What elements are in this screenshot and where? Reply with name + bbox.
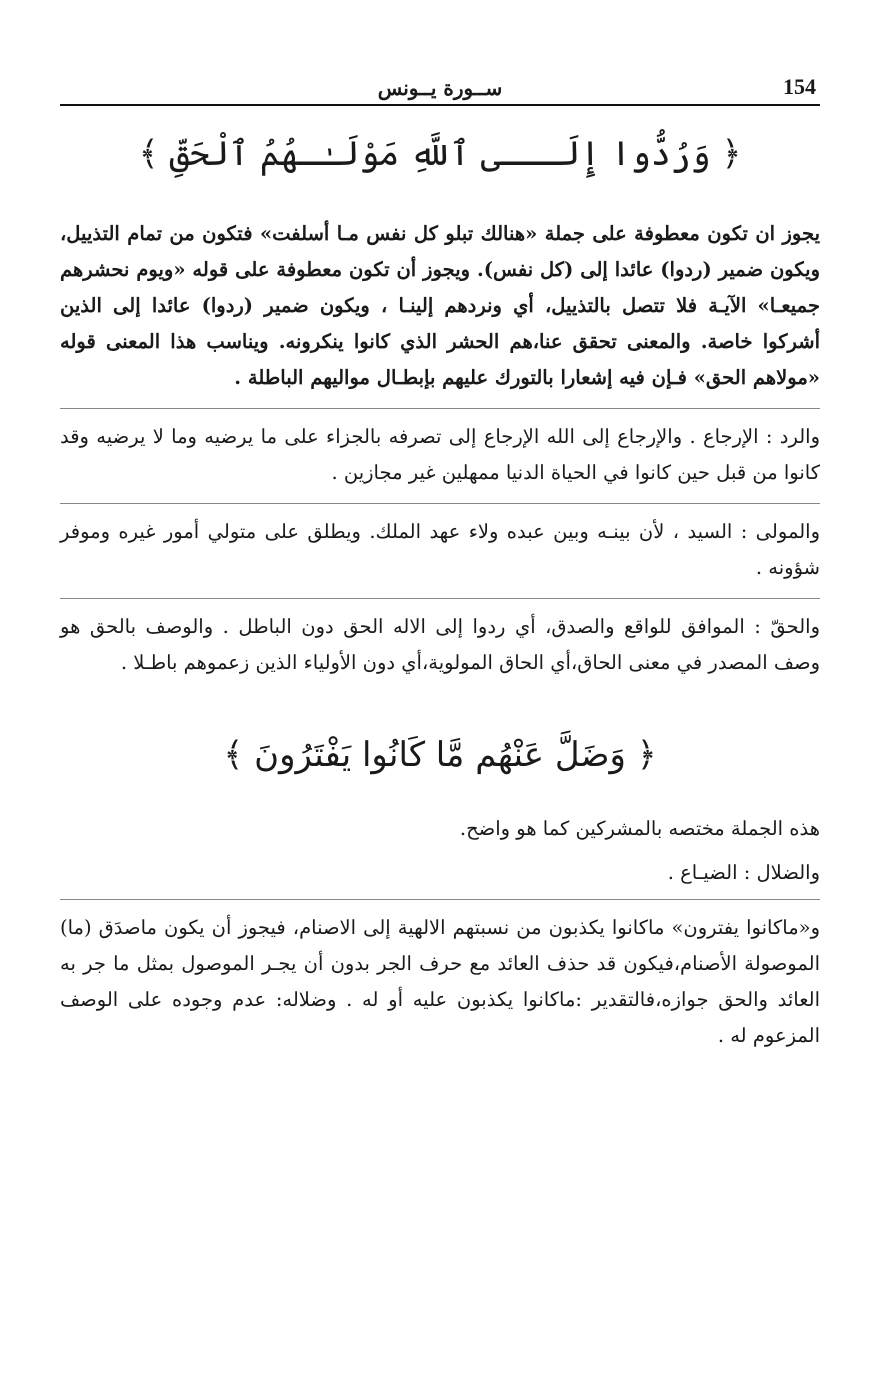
commentary-paragraph-2: والرد : الإرجاع . والإرجاع إلى الله الإرجاع إلى تصرفه بالجزاء على ما يرضيه وما لا يرضيه وقد كانوا من قبل حين كانوا في الحياة الدنيا ممهلين غير مجازين . bbox=[60, 425, 820, 484]
quran-verse-1: ﴿ وَرُدُّوا إِلَـــى ٱللَّهِ مَوْلَـٰـهُمُ ٱلْحَقِّ ﴾ bbox=[138, 134, 742, 174]
surah-title: ســورة يــونس bbox=[377, 76, 503, 100]
page-header bbox=[60, 70, 820, 106]
page bbox=[60, 70, 820, 1062]
commentary-paragraph-6: والضلال : الضيـاع . bbox=[667, 861, 820, 884]
page-number: 154 bbox=[783, 74, 816, 99]
commentary-paragraph-1: يجوز ان تكون معطوفة على جملة «هنالك تبلو كل نفس مـا أسلفت» فتكون من تمام التذييل، ويكون ضمير (ردوا) عائدا إلى (كل نفس). ويجوز أن تكون معطوفة على قوله «ويوم نحشرهم جميعـا» الآيـة فلا تتصل بالتذييل، أي ونردهم إلينـا ، ويكون ضمير (ردوا) عائدا إلى الذين أشركوا خاصة. والمعنى تحقق عنا،هم الحشر الذي كانوا ينكرونه. ويناسب هذا المعنى قوله «مولاهم الحق» فـإن فيه إشعارا بالتورك عليهم بإبطـال مواليهم الباطلة . bbox=[60, 222, 820, 389]
commentary-paragraph-3: والمولى : السيد ، لأن بينـه وبين عبده ولاء عهد الملك. ويطلق على متولي أمور غيره وموفر شؤونه . bbox=[60, 520, 820, 579]
commentary-paragraph-5: هذه الجملة مختصه بالمشركين كما هو واضح. bbox=[459, 817, 820, 840]
commentary-paragraph-7: و«ماكانوا يفترون» ماكانوا يكذبون من نسبتهم الالهية إلى الاصنام، فيجوز أن يكون ماصدَق (ما) الموصولة الأصنام،فيكون قد حذف العائد مع حرف الجر بدون أن يجـر الموصول بمثل ما جر به العائد والحق جوازه،فالتقدير :ماكانوا يكذبون عليه أو له . وضلاله: عدم وجوده على الوصف المزعوم له . bbox=[60, 916, 821, 1047]
quran-verse-2: ﴿ وَضَلَّ عَنْهُم مَّا كَانُوا يَفْتَرُونَ ﴾ bbox=[223, 735, 657, 775]
commentary-paragraph-4: والحقّ : الموافق للواقع والصدق، أي ردوا إلى الاله الحق دون الباطل . والوصف بالحق هو وصف المصدر في معنى الحاق،أي الحاق المولوية،أي دون الأولياء الذين زعموهم باطـلا . bbox=[60, 615, 820, 674]
